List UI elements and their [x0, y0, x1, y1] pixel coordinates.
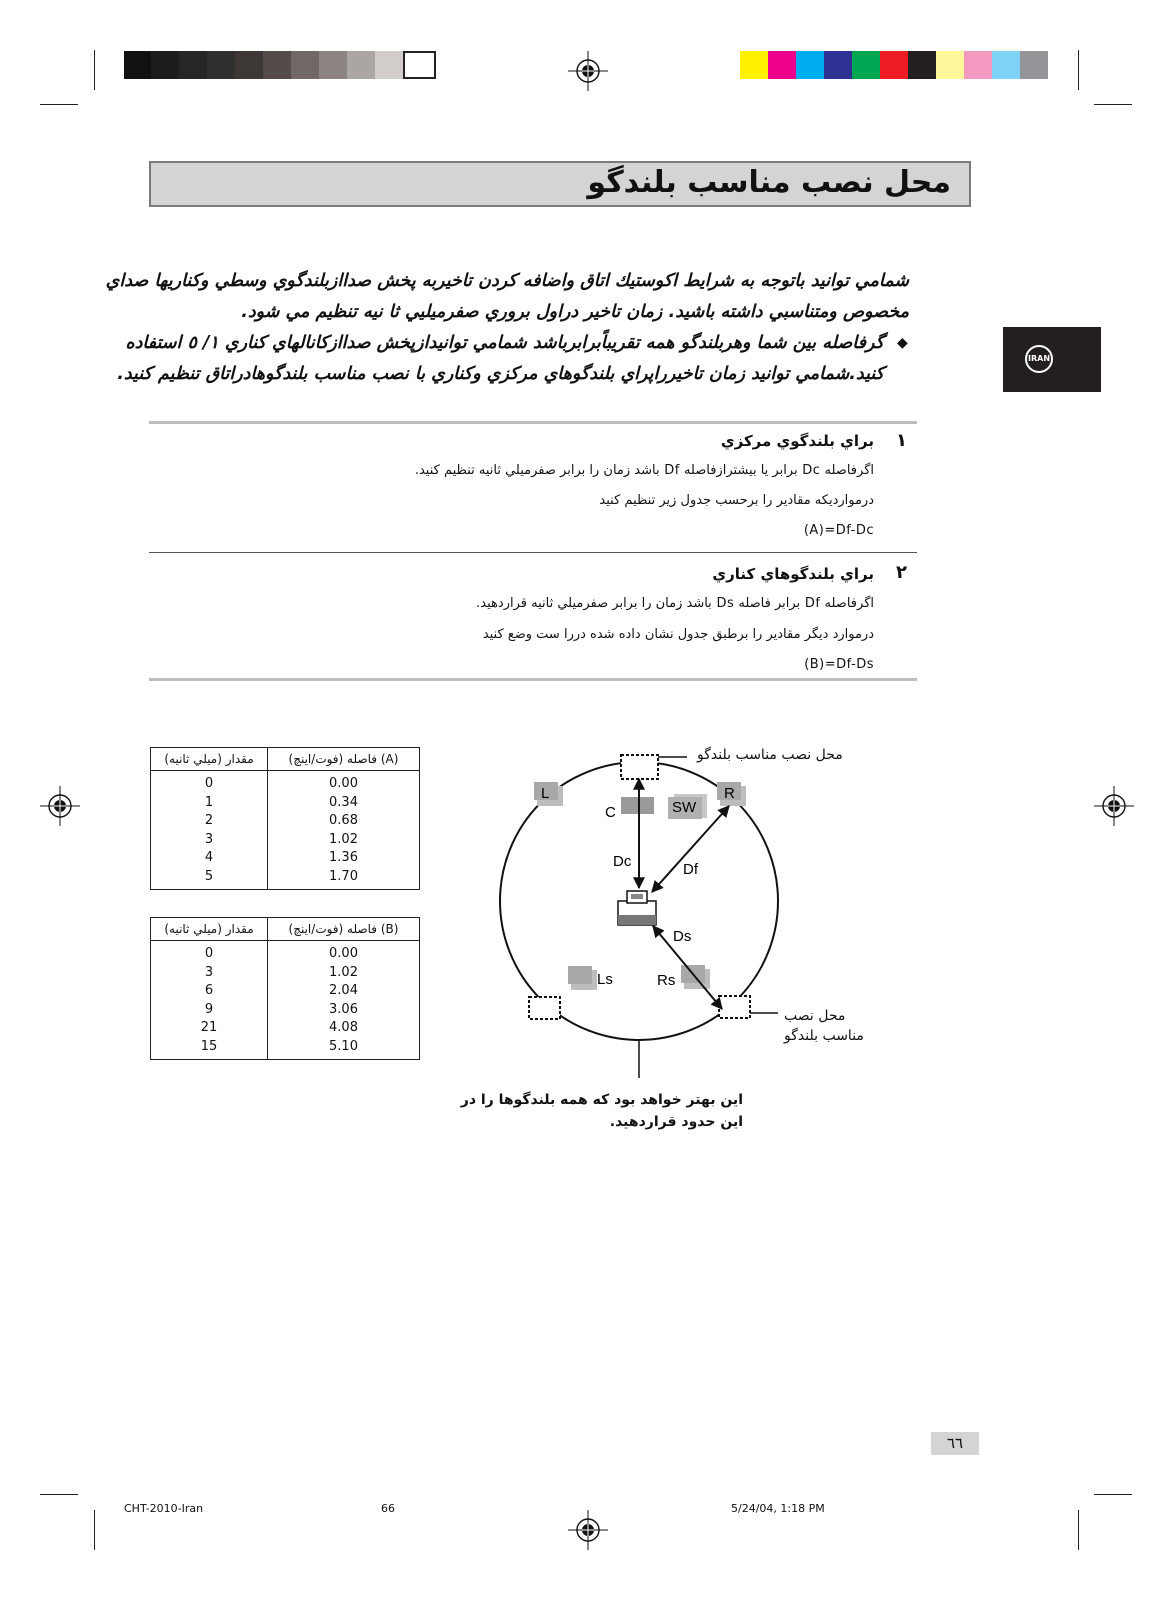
intro-line: مخصوص ومتناسبي داشته باشيد. زمان تاخير دراول بروري صفرميليي ثا نيه تنظيم مي شود.: [241, 302, 909, 322]
table-cell: 1.36: [329, 850, 358, 866]
diamond-bullet-icon: ◆: [897, 335, 908, 351]
speaker-label: R: [724, 785, 735, 802]
placement-zone-top: [621, 755, 658, 779]
placement-label-right: محل نصب: [784, 1008, 846, 1024]
table-cell: 9: [204, 1001, 214, 1017]
table-cell: 4.08: [329, 1020, 358, 1036]
table-cell: 5: [204, 868, 214, 884]
crop-mark: [1078, 50, 1079, 90]
gray-swatch: [347, 51, 375, 79]
table-cell: 0.34: [329, 794, 358, 810]
table-cell: 0.68: [329, 813, 358, 829]
table-header-delay: مقدار (ميلي ثانيه): [151, 748, 268, 771]
table-cell: 4: [204, 850, 214, 866]
speaker-label: SW: [672, 799, 697, 816]
step-formula: (A)=Df-Dc: [803, 523, 874, 538]
page-title-bar: [149, 161, 971, 207]
distance-column: [268, 771, 420, 890]
step-number: ٢: [896, 562, 907, 583]
table-cell: 0: [204, 776, 214, 791]
step-title: براي بلندگوهاي كناري: [712, 565, 874, 583]
placement-zone-right: [719, 996, 750, 1018]
table-cell: 2: [204, 813, 214, 829]
table-cell: 1.02: [329, 831, 358, 847]
color-swatch: [796, 51, 824, 79]
speaker-Ls-icon: [568, 966, 592, 984]
bullet-line: گرفاصله بين شما وهربلندگو همه تقريباًبرابرباشد شمامي توانيدازپخش صداازكانالهاي كناري ١/ ٥ استفاده: [125, 333, 884, 353]
crop-mark: [40, 1494, 78, 1495]
table-cell: 0.00: [329, 946, 358, 961]
distance-column: [268, 941, 420, 1060]
color-swatch: [1020, 51, 1048, 79]
table-cell: 1.70: [329, 868, 358, 884]
table-cell: 0.00: [329, 776, 358, 791]
registration-mark-icon: [568, 51, 608, 91]
placement-label-top: محل نصب مناسب بلندگو: [697, 747, 843, 763]
gray-swatch: [179, 51, 207, 79]
color-swatch: [992, 51, 1020, 79]
placement-label-right: مناسب بلندگو: [784, 1028, 864, 1044]
step-number: ١: [896, 430, 907, 451]
table-header-delay: مقدار (ميلي ثانيه): [151, 918, 268, 941]
table-cell: 2.04: [329, 983, 358, 999]
delay-table-b: [150, 917, 420, 1060]
step-text: درموارديكه مقادير را برحسب جدول زير تنظيم كنيد: [599, 493, 874, 508]
step-formula: (B)=Df-Ds: [804, 657, 874, 672]
color-swatch: [908, 51, 936, 79]
color-swatch: [936, 51, 964, 79]
speaker-label: L: [541, 785, 550, 802]
speaker-C-icon: [621, 797, 654, 814]
delay-column: [151, 941, 268, 1060]
table-header-distance: (B) فاصله (فوت/اينچ): [268, 918, 420, 941]
table-cell: 3: [204, 964, 214, 980]
page-number: ٦٦: [931, 1432, 979, 1455]
section-divider: [149, 552, 917, 553]
crop-mark: [94, 1510, 95, 1550]
crop-mark: [1094, 1494, 1132, 1495]
crop-mark: [40, 104, 78, 105]
table-cell: 6: [204, 983, 214, 999]
diagram-caption: اين بهتر خواهد بود كه همه بلندگوها را در: [460, 1092, 743, 1108]
footer-date: 5/24/04, 1:18 PM: [731, 1502, 825, 1515]
speaker-label: Rs: [657, 972, 676, 989]
registration-mark-icon: [40, 786, 80, 826]
step-text: اگرفاصله Df برابر فاصله Ds باشد زمان را برابر صفرميلي ثانيه قراردهيد.: [476, 596, 874, 611]
page-title: محل نصب مناسب بلندگو: [587, 165, 951, 200]
listener-receiver-icon: [618, 891, 656, 925]
placement-zone-left: [529, 997, 560, 1019]
color-swatch: [964, 51, 992, 79]
section-divider: [149, 678, 917, 681]
step-title: براي بلندگوي مركزي: [720, 432, 874, 450]
table-cell: 3: [204, 831, 214, 847]
table-cell: 3.06: [329, 1001, 358, 1017]
distance-label: Ds: [673, 928, 692, 945]
gray-swatch: [375, 51, 403, 79]
diagram-caption: اين حدود قراردهيد.: [609, 1114, 743, 1130]
table-cell: 5.10: [329, 1038, 358, 1054]
color-swatch: [824, 51, 852, 79]
table-cell: 1.02: [329, 964, 358, 980]
crop-mark: [94, 50, 95, 90]
gray-swatch: [319, 51, 347, 79]
intro-line: شمامي توانيد باتوجه به شرايط اكوستيك اتاق واضافه كردن تاخيربه پخش صداازبلندگوي وسطي وكناريها صداي: [105, 271, 909, 291]
bullet-line: كنيد.شمامي توانيد زمان تاخيرراپراي بلندگوهاي مركزي وكناري با نصب مناسب بلندگوهادراتاق تنظيم كنيد.: [117, 364, 884, 384]
section-divider: [149, 421, 917, 424]
delay-table-a: [150, 747, 420, 890]
table-cell: 1: [204, 794, 214, 810]
footer-page: 66: [381, 1502, 395, 1515]
gray-swatch: [291, 51, 319, 79]
color-swatch: [880, 51, 908, 79]
step-text: درموارد ديگر مقادير را برطبق جدول نشان داده شده دررا ست وضع كنيد: [482, 627, 874, 642]
color-swatch: [740, 51, 768, 79]
language-badge: IRAN: [1025, 345, 1053, 373]
speaker-label: Ls: [597, 971, 613, 988]
footer-file: CHT-2010-Iran: [124, 1502, 204, 1515]
step-text: اگرفاصله Dc برابر يا بيشترازفاصله Df باشد زمان را برابر صفرميلي ثانيه تنظيم كنيد.: [414, 463, 874, 478]
gray-swatch: [151, 51, 179, 79]
distance-label: Dc: [613, 853, 632, 870]
gray-swatch: [235, 51, 263, 79]
crop-mark: [1078, 1510, 1079, 1550]
table-cell: 15: [200, 1038, 218, 1054]
speaker-label: C: [605, 804, 616, 821]
color-swatch: [852, 51, 880, 79]
gray-swatch: [263, 51, 291, 79]
table-cell: 0: [204, 946, 214, 961]
registration-mark-icon: [1094, 786, 1134, 826]
registration-mark-icon: [568, 1510, 608, 1550]
color-swatch: [768, 51, 796, 79]
crop-mark: [1094, 104, 1132, 105]
table-header-distance: (A) فاصله (فوت/اينچ): [268, 748, 420, 771]
distance-label: Df: [683, 861, 698, 878]
gray-swatch: [403, 51, 436, 79]
gray-swatch: [207, 51, 235, 79]
table-cell: 21: [200, 1020, 218, 1036]
delay-column: [151, 771, 268, 890]
gray-swatch: [124, 51, 151, 79]
